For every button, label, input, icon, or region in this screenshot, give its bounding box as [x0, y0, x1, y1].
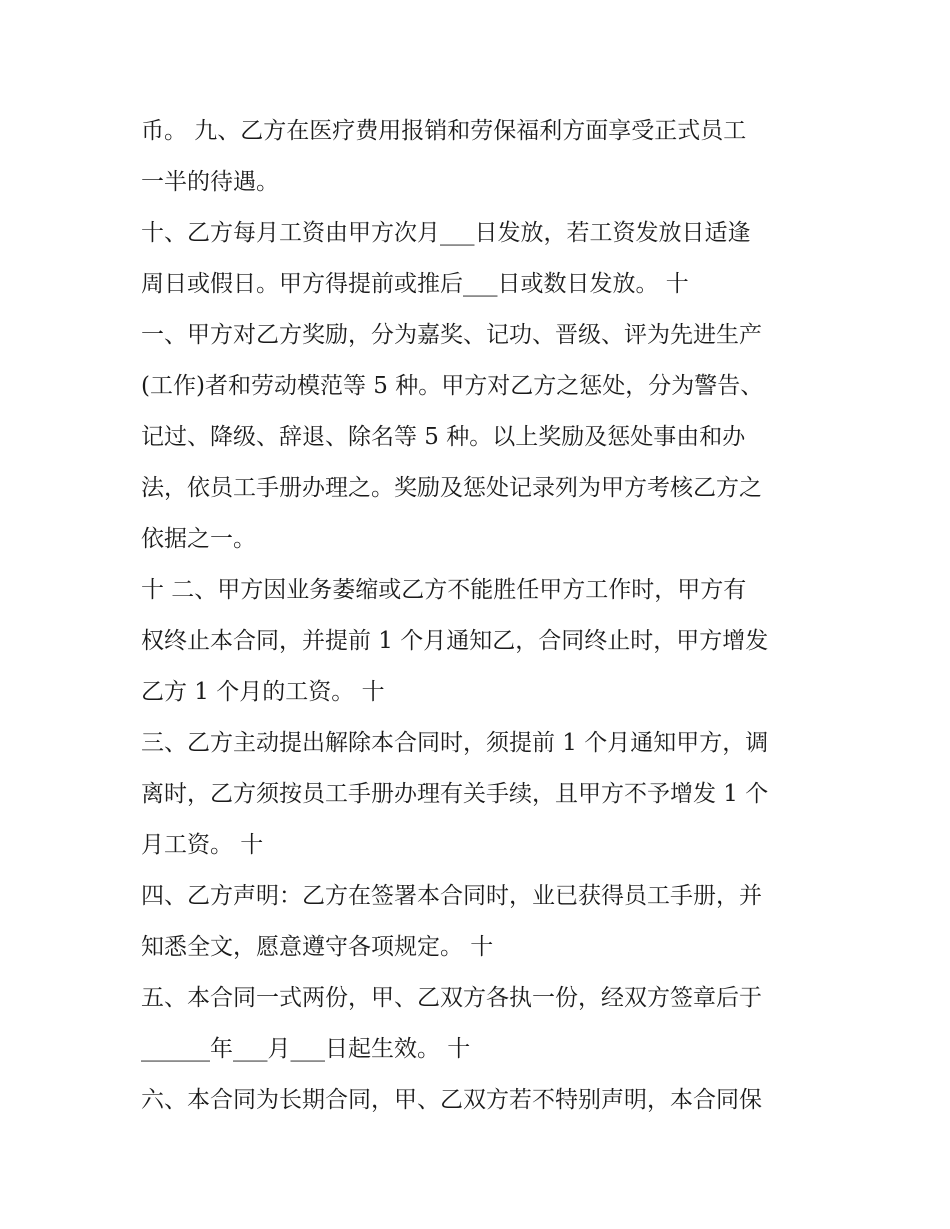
text-line: 十、乙方每月工资由甲方次月___日发放，若工资发放日适逢	[141, 220, 751, 246]
text-line: 五、本合同一式两份，甲、乙双方各执一份，经双方签章后于	[141, 985, 762, 1011]
text-line: 离时，乙方须按员工手册办理有关手续，且甲方不予增发 1 个	[141, 781, 769, 807]
contract-text	[141, 106, 821, 1126]
text-line: 币。 九、乙方在医疗费用报销和劳保福利方面享受正式员工	[141, 118, 747, 144]
text-line: 法，依员工手册办理之。奖励及惩处记录列为甲方考核乙方之	[141, 475, 762, 501]
text-line: 一半的待遇。	[141, 169, 279, 195]
text-line: 记过、降级、辞退、除名等 5 种。以上奖励及惩处事由和办	[141, 424, 746, 450]
text-line: 周日或假日。甲方得提前或推后___日或数日发放。 十	[141, 271, 689, 297]
text-line: 乙方 1 个月的工资。 十	[141, 679, 385, 705]
text-line: 六、本合同为长期合同，甲、乙双方若不特别声明，本合同保	[141, 1087, 762, 1113]
text-line: 权终止本合同，并提前 1 个月通知乙，合同终止时，甲方增发	[141, 628, 769, 654]
text-line: 一、甲方对乙方奖励，分为嘉奖、记功、晋级、评为先进生产	[141, 322, 762, 348]
text-line: 十 二、甲方因业务萎缩或乙方不能胜任甲方工作时，甲方有	[141, 577, 747, 603]
text-line: 月工资。 十	[141, 832, 264, 858]
text-line: (工作)者和劳动模范等 5 种。甲方对乙方之惩处，分为警告、	[141, 373, 764, 399]
text-line: ______年___月___日起生效。 十	[141, 1036, 471, 1062]
text-line: 知悉全文，愿意遵守各项规定。 十	[141, 934, 494, 960]
text-line: 依据之一。	[141, 526, 256, 552]
text-line: 四、乙方声明：乙方在签署本合同时，业已获得员工手册，并	[141, 883, 762, 909]
text-line: 三、乙方主动提出解除本合同时，须提前 1 个月通知甲方，调	[141, 730, 769, 756]
